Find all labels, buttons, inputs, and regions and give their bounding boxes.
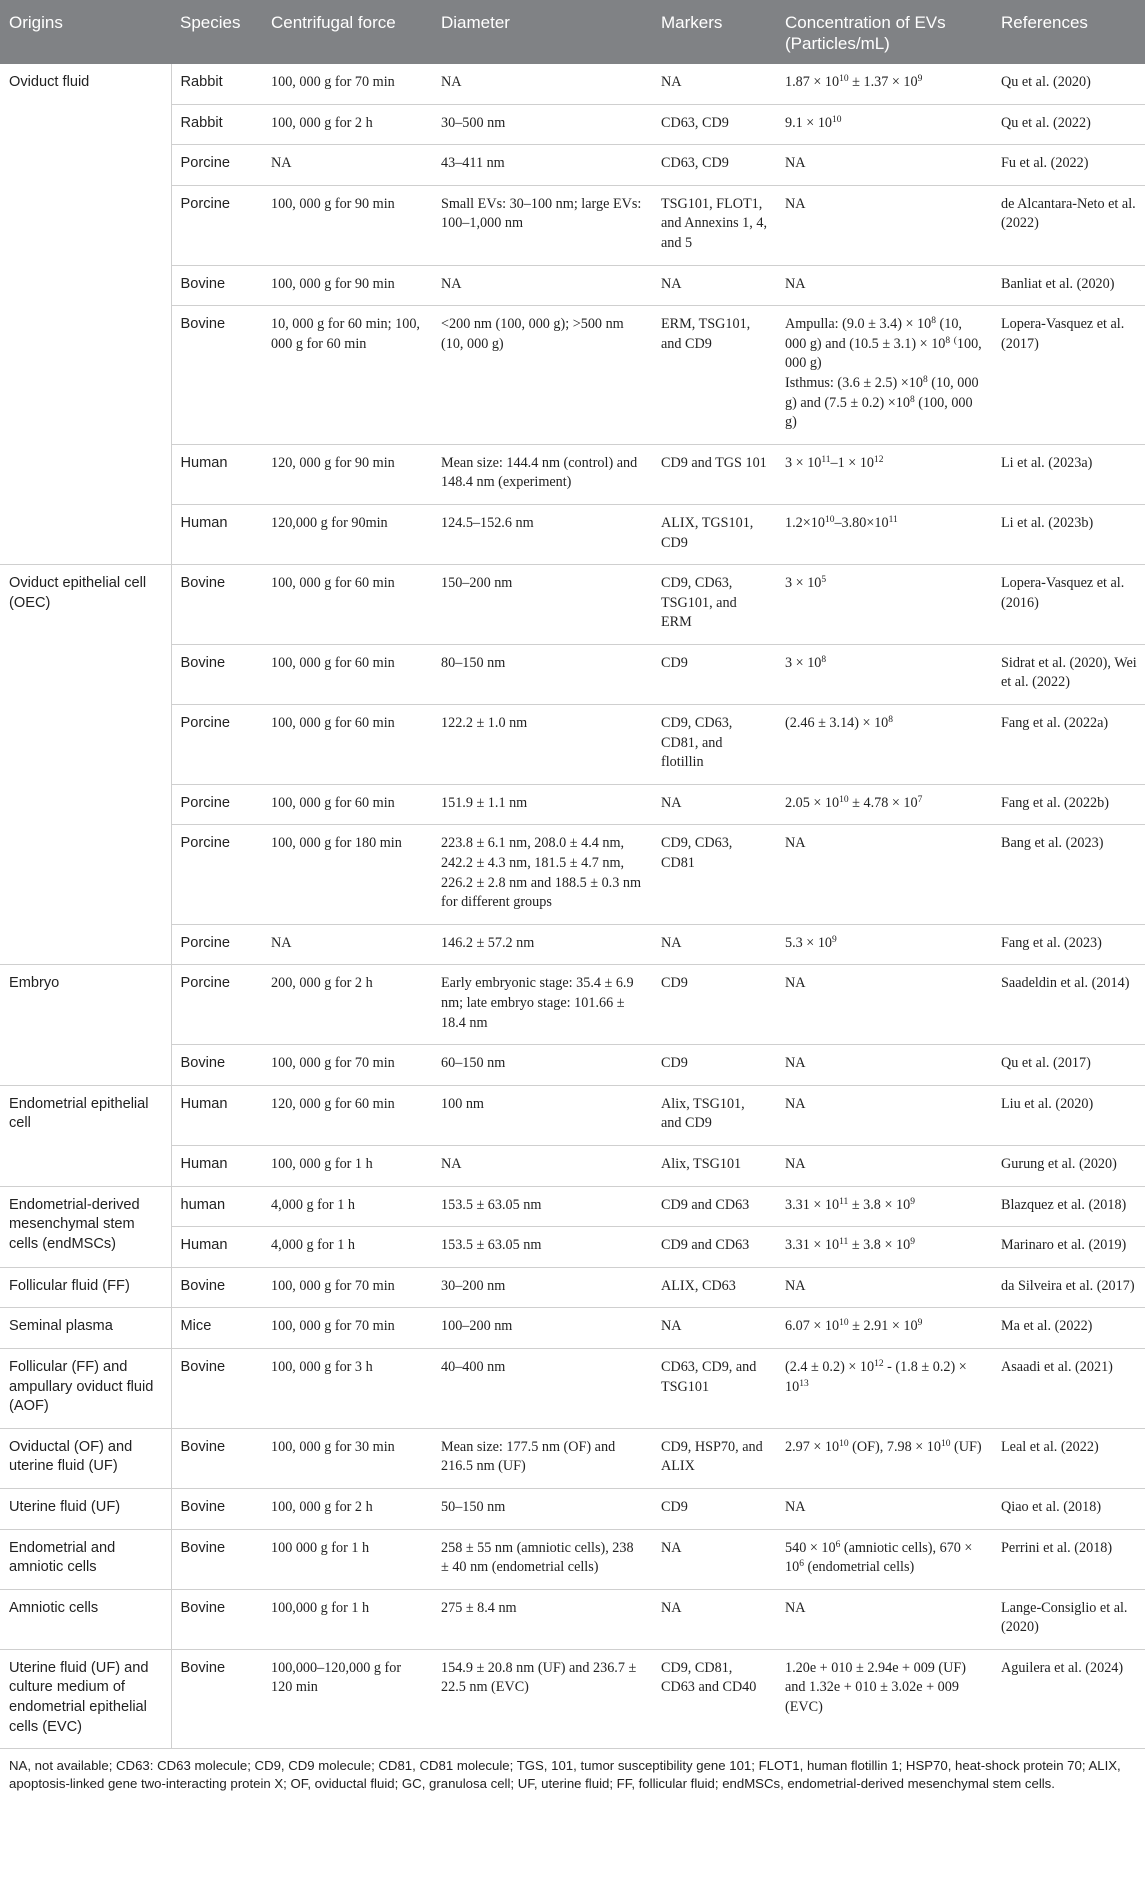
cell-centrifugal-force: 100, 000 g for 70 min	[262, 1045, 432, 1086]
cell-species: Human	[171, 1227, 262, 1268]
cell-markers: Alix, TSG101	[652, 1145, 776, 1186]
table-row	[0, 1529, 1145, 1589]
table-row	[0, 265, 1145, 306]
table-row	[0, 1348, 1145, 1428]
cell-centrifugal-force: 200, 000 g for 2 h	[262, 965, 432, 1045]
cell-concentration: NA	[776, 1045, 992, 1086]
table-body	[0, 64, 1145, 1749]
cell-diameter: 40–400 nm	[432, 1348, 652, 1428]
cell-reference: Saadeldin et al. (2014)	[992, 965, 1145, 1045]
col-header-origins: Origins	[0, 0, 171, 64]
table-row	[0, 1186, 1145, 1227]
cell-centrifugal-force: 100, 000 g for 30 min	[262, 1428, 432, 1488]
cell-markers: CD63, CD9	[652, 104, 776, 145]
cell-centrifugal-force: 100, 000 g for 60 min	[262, 705, 432, 785]
cell-diameter: <200 nm (100, 000 g); >500 nm (10, 000 g)	[432, 306, 652, 445]
cell-diameter: 30–200 nm	[432, 1267, 652, 1308]
cell-species: Bovine	[171, 1428, 262, 1488]
cell-species: Human	[171, 444, 262, 504]
cell-origin: Uterine fluid (UF) and culture medium of endometrial epithelial cells (EVC)	[0, 1649, 171, 1748]
cell-concentration: $3 \times 10^8$	[776, 644, 992, 704]
col-header-species: Species	[171, 0, 262, 64]
cell-species: Bovine	[171, 644, 262, 704]
cell-species: Rabbit	[171, 104, 262, 145]
col-header-references: References	[992, 0, 1145, 64]
cell-reference: da Silveira et al. (2017)	[992, 1267, 1145, 1308]
cell-diameter: 153.5 ± 63.05 nm	[432, 1227, 652, 1268]
table-row	[0, 1227, 1145, 1268]
cell-concentration: NA	[776, 1488, 992, 1529]
cell-origin: Embryo	[0, 965, 171, 1085]
cell-diameter: Early embryonic stage: 35.4 ± 6.9 nm; late embryo stage: 101.66 ± 18.4 nm	[432, 965, 652, 1045]
cell-centrifugal-force: 100, 000 g for 3 h	[262, 1348, 432, 1428]
cell-centrifugal-force: 120, 000 g for 60 min	[262, 1085, 432, 1145]
table-row	[0, 644, 1145, 704]
col-header-concentration: Concentration of EVs (Particles/mL)	[776, 0, 992, 64]
cell-concentration: $540 \times 10^6$ (amniotic cells), $670 \times 10^6$ (endometrial cells)	[776, 1529, 992, 1589]
cell-concentration: NA	[776, 825, 992, 924]
cell-species: Human	[171, 1085, 262, 1145]
table-row	[0, 1589, 1145, 1649]
table-row	[0, 924, 1145, 965]
cell-concentration: $3 \times 10^5$	[776, 565, 992, 645]
cell-species: Porcine	[171, 825, 262, 924]
cell-markers: CD9 and CD63	[652, 1227, 776, 1268]
cell-species: Bovine	[171, 565, 262, 645]
cell-reference: Leal et al. (2022)	[992, 1428, 1145, 1488]
cell-markers: CD9	[652, 965, 776, 1045]
cell-markers: NA	[652, 1589, 776, 1649]
cell-diameter: NA	[432, 265, 652, 306]
cell-species: Bovine	[171, 1488, 262, 1529]
cell-centrifugal-force: NA	[262, 924, 432, 965]
cell-origin: Uterine fluid (UF)	[0, 1488, 171, 1529]
table-row	[0, 1488, 1145, 1529]
table-row	[0, 1145, 1145, 1186]
table-row	[0, 64, 1145, 104]
cell-concentration: NA	[776, 1145, 992, 1186]
cell-species: Bovine	[171, 1267, 262, 1308]
table-row	[0, 1649, 1145, 1748]
table-header	[0, 0, 1145, 64]
cell-reference: Perrini et al. (2018)	[992, 1529, 1145, 1589]
cell-origin: Amniotic cells	[0, 1589, 171, 1649]
cell-reference: Ma et al. (2022)	[992, 1308, 1145, 1349]
cell-diameter: 150–200 nm	[432, 565, 652, 645]
cell-species: Porcine	[171, 145, 262, 186]
cell-markers: NA	[652, 924, 776, 965]
header-row	[0, 0, 1145, 64]
cell-concentration: $5.3 \times 10^9$	[776, 924, 992, 965]
cell-species: Porcine	[171, 185, 262, 265]
cell-reference: Fang et al. (2022b)	[992, 784, 1145, 825]
cell-diameter: 30–500 nm	[432, 104, 652, 145]
cell-species: Bovine	[171, 1348, 262, 1428]
cell-species: Mice	[171, 1308, 262, 1349]
cell-concentration: NA	[776, 965, 992, 1045]
cell-markers: NA	[652, 1308, 776, 1349]
cell-origin: Oviductal (OF) and uterine fluid (UF)	[0, 1428, 171, 1488]
cell-centrifugal-force: 100, 000 g for 70 min	[262, 64, 432, 104]
cell-centrifugal-force: 100, 000 g for 70 min	[262, 1308, 432, 1349]
table-footnote: NA, not available; CD63: CD63 molecule; CD9, CD9 molecule; CD81, CD81 molecule; TGS, 101, tumor susceptibility gene 101; FLOT1, human flotillin 1; HSP70, heat-shock protein 70; ALIX, apoptosis-linked gene two-interacting protein X; OF, oviductal fluid; GC, granulosa cell; UF, uterine fluid; FF, follicular fluid; endMSCs, endometrial-derived mesenchymal stem cells.	[9, 1758, 1121, 1792]
cell-reference: Lopera-Vasquez et al. (2017)	[992, 306, 1145, 445]
cell-centrifugal-force: 10, 000 g for 60 min; 100, 000 g for 60 min	[262, 306, 432, 445]
cell-diameter: 124.5–152.6 nm	[432, 504, 652, 564]
cell-centrifugal-force: 100, 000 g for 1 h	[262, 1145, 432, 1186]
cell-centrifugal-force: 100,000 g for 1 h	[262, 1589, 432, 1649]
cell-diameter: 100–200 nm	[432, 1308, 652, 1349]
cell-centrifugal-force: 100, 000 g for 70 min	[262, 1267, 432, 1308]
cell-species: Bovine	[171, 265, 262, 306]
cell-diameter: 50–150 nm	[432, 1488, 652, 1529]
cell-reference: Qu et al. (2022)	[992, 104, 1145, 145]
cell-concentration: $2.05 \times 10^{10} \pm 4.78 \times 10^7$	[776, 784, 992, 825]
table-row	[0, 185, 1145, 265]
cell-markers: CD9, CD63, TSG101, and ERM	[652, 565, 776, 645]
cell-markers: CD9	[652, 1488, 776, 1529]
cell-markers: CD9, CD81, CD63 and CD40	[652, 1649, 776, 1748]
cell-reference: Lange-Consiglio et al. (2020)	[992, 1589, 1145, 1649]
table-row	[0, 444, 1145, 504]
cell-concentration: $(2.4 \pm 0.2) \times 10^{12} - (1.8 \pm 0.2) \times 10^{13}$	[776, 1348, 992, 1428]
cell-diameter: 153.5 ± 63.05 nm	[432, 1186, 652, 1227]
cell-concentration: NA	[776, 1267, 992, 1308]
cell-reference: de Alcantara-Neto et al. (2022)	[992, 185, 1145, 265]
table-row	[0, 565, 1145, 645]
cell-reference: Fang et al. (2022a)	[992, 705, 1145, 785]
cell-concentration: $1.2\times 10^{10}-3.80\times 10^{11}$	[776, 504, 992, 564]
cell-reference: Asaadi et al. (2021)	[992, 1348, 1145, 1428]
cell-diameter: Mean size: 144.4 nm (control) and 148.4 nm (experiment)	[432, 444, 652, 504]
cell-centrifugal-force: 100, 000 g for 2 h	[262, 104, 432, 145]
cell-concentration: NA	[776, 145, 992, 186]
cell-centrifugal-force: 100, 000 g for 180 min	[262, 825, 432, 924]
cell-diameter: 122.2 ± 1.0 nm	[432, 705, 652, 785]
cell-markers: Alix, TSG101, and CD9	[652, 1085, 776, 1145]
cell-reference: Li et al. (2023a)	[992, 444, 1145, 504]
cell-species: Bovine	[171, 306, 262, 445]
table-row	[0, 104, 1145, 145]
cell-concentration: $2.97 \times 10^{10}$ (OF), $7.98 \times 10^{10}$ (UF)	[776, 1428, 992, 1488]
cell-markers: NA	[652, 64, 776, 104]
cell-markers: CD63, CD9, and TSG101	[652, 1348, 776, 1428]
cell-concentration: $6.07 \times 10^{10} \pm 2.91 \times 10^9$	[776, 1308, 992, 1349]
cell-centrifugal-force: 4,000 g for 1 h	[262, 1186, 432, 1227]
cell-diameter: 151.9 ± 1.1 nm	[432, 784, 652, 825]
cell-markers: NA	[652, 1529, 776, 1589]
table-row	[0, 784, 1145, 825]
cell-concentration: NA	[776, 1085, 992, 1145]
cell-species: Porcine	[171, 924, 262, 965]
cell-origin: Endometrial epithelial cell	[0, 1085, 171, 1186]
cell-species: Porcine	[171, 705, 262, 785]
cell-concentration: NA	[776, 1589, 992, 1649]
cell-origin: Follicular (FF) and ampullary oviduct fluid (AOF)	[0, 1348, 171, 1428]
cell-centrifugal-force: 120,000 g for 90min	[262, 504, 432, 564]
cell-species: human	[171, 1186, 262, 1227]
cell-diameter: 43–411 nm	[432, 145, 652, 186]
table-row	[0, 965, 1145, 1045]
cell-reference: Blazquez et al. (2018)	[992, 1186, 1145, 1227]
cell-markers: CD9, CD63, CD81	[652, 825, 776, 924]
cell-centrifugal-force: 100 000 g for 1 h	[262, 1529, 432, 1589]
cell-reference: Qu et al. (2017)	[992, 1045, 1145, 1086]
table-row	[0, 145, 1145, 186]
cell-centrifugal-force: 100, 000 g for 90 min	[262, 185, 432, 265]
cell-centrifugal-force: 100, 000 g for 2 h	[262, 1488, 432, 1529]
cell-species: Porcine	[171, 965, 262, 1045]
cell-reference: Fu et al. (2022)	[992, 145, 1145, 186]
table-row	[0, 705, 1145, 785]
cell-species: Bovine	[171, 1649, 262, 1748]
cell-concentration: $(2.46 \pm 3.14) \times 10^8$	[776, 705, 992, 785]
cell-markers: ALIX, CD63	[652, 1267, 776, 1308]
cell-diameter: 223.8 ± 6.1 nm, 208.0 ± 4.4 nm, 242.2 ± 4.3 nm, 181.5 ± 4.7 nm, 226.2 ± 2.8 nm and 188.5 ± 0.3 nm for different groups	[432, 825, 652, 924]
cell-markers: CD9	[652, 644, 776, 704]
cell-species: Bovine	[171, 1045, 262, 1086]
cell-reference: Lopera-Vasquez et al. (2016)	[992, 565, 1145, 645]
cell-diameter: 60–150 nm	[432, 1045, 652, 1086]
cell-concentration: $9.1 \times 10^{10}$	[776, 104, 992, 145]
table-row	[0, 1085, 1145, 1145]
table-row	[0, 504, 1145, 564]
cell-markers: ALIX, TGS101, CD9	[652, 504, 776, 564]
cell-markers: NA	[652, 265, 776, 306]
table-row	[0, 1267, 1145, 1308]
cell-diameter: Mean size: 177.5 nm (OF) and 216.5 nm (UF)	[432, 1428, 652, 1488]
cell-markers: CD63, CD9	[652, 145, 776, 186]
cell-markers: NA	[652, 784, 776, 825]
cell-reference: Qiao et al. (2018)	[992, 1488, 1145, 1529]
cell-reference: Gurung et al. (2020)	[992, 1145, 1145, 1186]
cell-reference: Fang et al. (2023)	[992, 924, 1145, 965]
cell-markers: ERM, TSG101, and CD9	[652, 306, 776, 445]
table-row	[0, 1428, 1145, 1488]
cell-species: Bovine	[171, 1589, 262, 1649]
cell-centrifugal-force: 100, 000 g for 90 min	[262, 265, 432, 306]
cell-centrifugal-force: 100, 000 g for 60 min	[262, 784, 432, 825]
cell-origin: Oviduct epithelial cell (OEC)	[0, 565, 171, 965]
cell-diameter: 80–150 nm	[432, 644, 652, 704]
cell-reference: Marinaro et al. (2019)	[992, 1227, 1145, 1268]
cell-diameter: 154.9 ± 20.8 nm (UF) and 236.7 ± 22.5 nm (EVC)	[432, 1649, 652, 1748]
cell-diameter: 100 nm	[432, 1085, 652, 1145]
cell-reference: Bang et al. (2023)	[992, 825, 1145, 924]
cell-diameter: NA	[432, 1145, 652, 1186]
cell-markers: CD9	[652, 1045, 776, 1086]
cell-centrifugal-force: NA	[262, 145, 432, 186]
cell-species: Porcine	[171, 784, 262, 825]
cell-centrifugal-force: 4,000 g for 1 h	[262, 1227, 432, 1268]
cell-species: Human	[171, 504, 262, 564]
cell-reference: Banliat et al. (2020)	[992, 265, 1145, 306]
table-row	[0, 1308, 1145, 1349]
cell-diameter: NA	[432, 64, 652, 104]
cell-concentration: NA	[776, 265, 992, 306]
cell-origin: Endometrial and amniotic cells	[0, 1529, 171, 1589]
cell-reference: Liu et al. (2020)	[992, 1085, 1145, 1145]
cell-origin: Endometrial-derived mesenchymal stem cells (endMSCs)	[0, 1186, 171, 1267]
cell-diameter: 275 ± 8.4 nm	[432, 1589, 652, 1649]
table-row	[0, 825, 1145, 924]
cell-species: Bovine	[171, 1529, 262, 1589]
cell-markers: TSG101, FLOT1, and Annexins 1, 4, and 5	[652, 185, 776, 265]
cell-centrifugal-force: 100, 000 g for 60 min	[262, 644, 432, 704]
cell-concentration: $1.87 \times 10^{10} \pm 1.37 \times 10^9$	[776, 64, 992, 104]
col-header-markers: Markers	[652, 0, 776, 64]
cell-concentration: $3.31 \times 10^{11} \pm 3.8 \times 10^9$	[776, 1186, 992, 1227]
cell-markers: CD9 and CD63	[652, 1186, 776, 1227]
table-row	[0, 306, 1145, 445]
cell-markers: CD9, CD63, CD81, and flotillin	[652, 705, 776, 785]
cell-origin: Seminal plasma	[0, 1308, 171, 1349]
cell-origin: Follicular fluid (FF)	[0, 1267, 171, 1308]
cell-centrifugal-force: 120, 000 g for 90 min	[262, 444, 432, 504]
cell-reference: Li et al. (2023b)	[992, 504, 1145, 564]
cell-concentration: $3 \times 10^{11}-1 \times 10^{12}$	[776, 444, 992, 504]
cell-concentration: NA	[776, 185, 992, 265]
cell-origin: Oviduct fluid	[0, 64, 171, 565]
cell-reference: Aguilera et al. (2024)	[992, 1649, 1145, 1748]
cell-diameter: 258 ± 55 nm (amniotic cells), 238 ± 40 nm (endometrial cells)	[432, 1529, 652, 1589]
cell-concentration: Ampulla: $(9.0 \pm 3.4) \times 10^8$ (10, 000 g) and $(10.5 \pm 3.1) \times 10^8$ (100, 000 g) Isthmus: $(3.6 \pm 2.5) \times 10^8$ (10, 000 g) and $(7.5 \pm 0.2) \times 10^8$ (100, 000 g)	[776, 306, 992, 445]
cell-reference: Qu et al. (2020)	[992, 64, 1145, 104]
cell-species: Rabbit	[171, 64, 262, 104]
cell-concentration: $3.31 \times 10^{11} \pm 3.8 \times 10^9$	[776, 1227, 992, 1268]
cell-diameter: 146.2 ± 57.2 nm	[432, 924, 652, 965]
cell-markers: CD9, HSP70, and ALIX	[652, 1428, 776, 1488]
cell-centrifugal-force: 100, 000 g for 60 min	[262, 565, 432, 645]
col-header-centrifugal-force: Centrifugal force	[262, 0, 432, 64]
cell-reference: Sidrat et al. (2020), Wei et al. (2022)	[992, 644, 1145, 704]
cell-species: Human	[171, 1145, 262, 1186]
table-row	[0, 1045, 1145, 1086]
cell-diameter: Small EVs: 30–100 nm; large EVs: 100–1,000 nm	[432, 185, 652, 265]
col-header-diameter: Diameter	[432, 0, 652, 64]
cell-concentration: 1.20e + 010 ± 2.94e + 009 (UF) and 1.32e + 010 ± 3.02e + 009 (EVC)	[776, 1649, 992, 1748]
cell-centrifugal-force: 100,000–120,000 g for 120 min	[262, 1649, 432, 1748]
cell-markers: CD9 and TGS 101	[652, 444, 776, 504]
